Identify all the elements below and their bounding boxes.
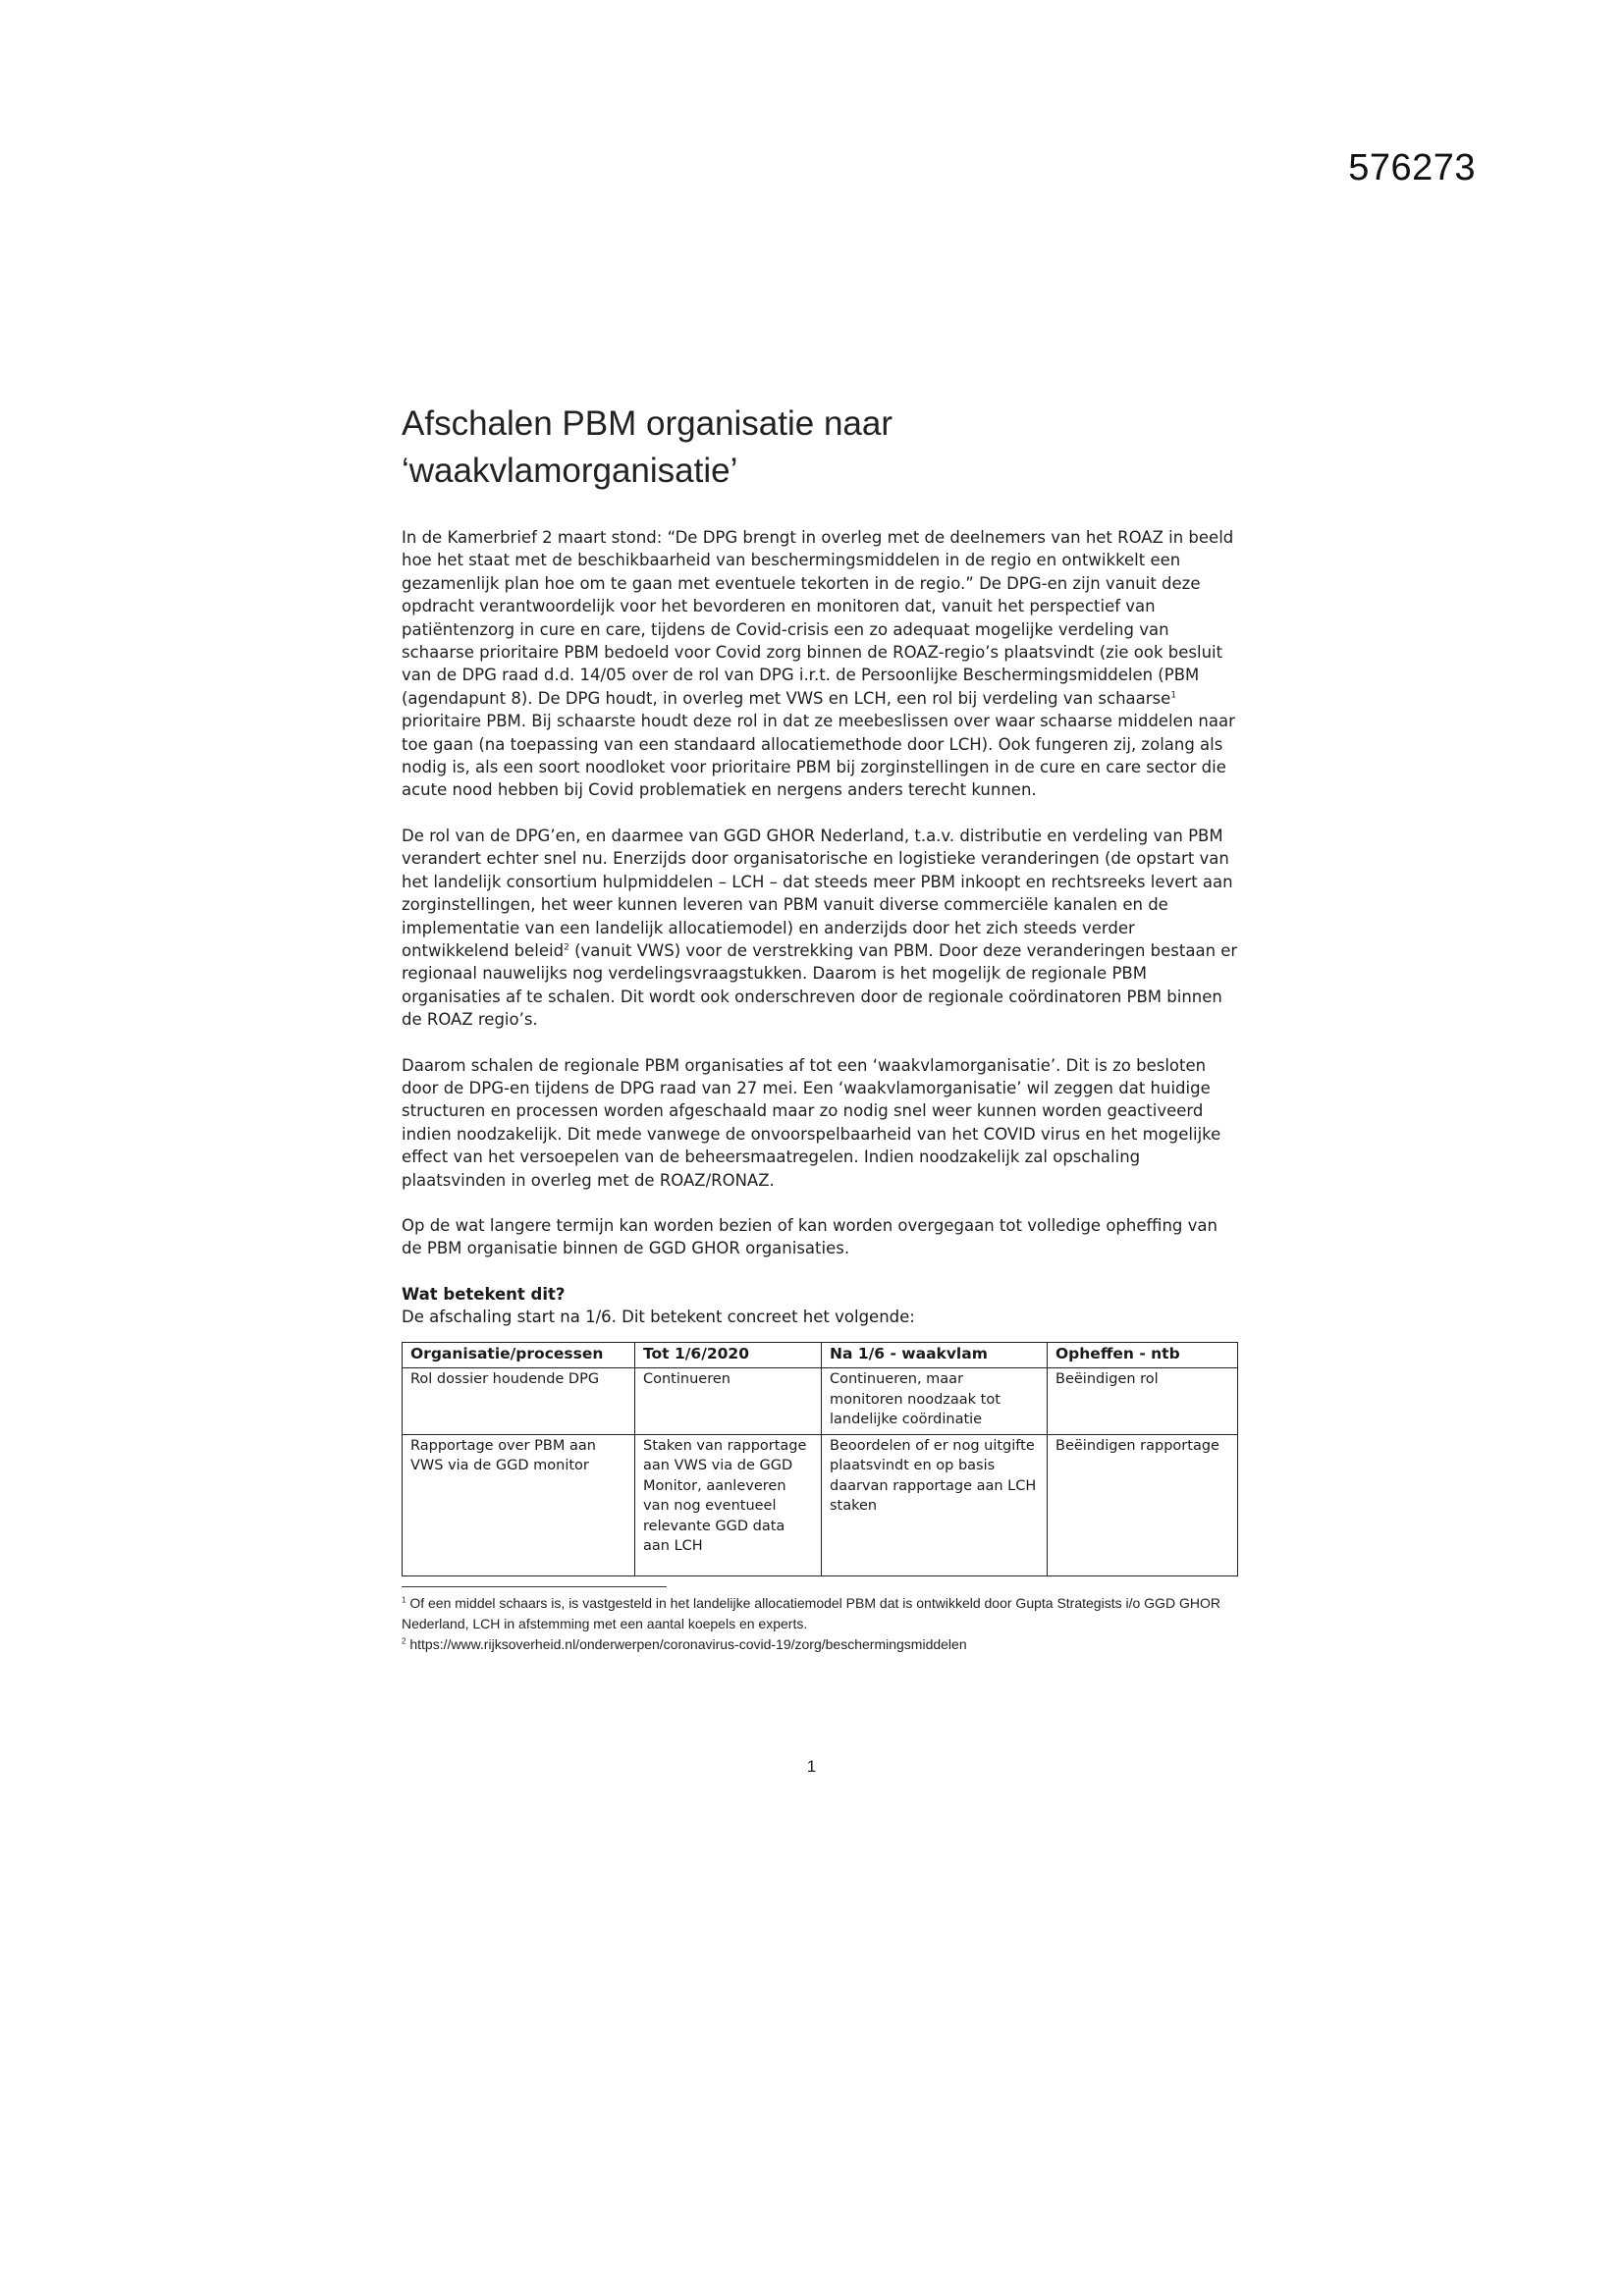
- table-header: Opheffen - ntb: [1048, 1342, 1238, 1368]
- footnote-divider: [402, 1586, 667, 1587]
- document-body: [402, 400, 1238, 1655]
- paragraph-2: [402, 825, 1238, 1032]
- page-number: 1: [806, 1757, 817, 1776]
- paragraph-2-part-b: (vanuit VWS) voor de verstrekking van PBM. Door deze veranderingen bestaan er regionaal nauwelijks nog verdelingsvraagstukken. Daarom is het mogelijk de regionale PBM organisaties af te schalen. Dit wordt ook onderschreven door de regionale coördinatoren PBM binnen de ROAZ regio’s.: [402, 940, 1238, 1030]
- paragraph-1-part-b: prioritaire PBM. Bij schaarste houdt deze rol in dat ze meebeslissen over waar schaarse middelen naar toe gaan (na toepassing van een standaard allocatiemethode door LCH). Ook fungeren zij, zolang als nodig is, als een soort noodloket voor prioritaire PBM bij zorginstellingen in de cure en care sector die acute nood hebben bij Covid problematiek en nergens anders terecht kunnen.: [402, 712, 1235, 800]
- phase-table: [402, 1342, 1238, 1576]
- table-cell: Rapportage over PBM aan VWS via de GGD monitor: [403, 1434, 635, 1575]
- footnote-ref-1: 1: [1170, 690, 1177, 701]
- paragraph-4: Op de wat langere termijn kan worden bezien of kan worden overgegaan tot volledige opheffing van de PBM organisatie binnen de GGD GHOR organisaties.: [402, 1215, 1217, 1258]
- section-intro: De afschaling start na 1/6. Dit betekent concreet het volgende:: [402, 1307, 915, 1326]
- table-row: [403, 1434, 1238, 1575]
- footnote-1: [402, 1593, 1238, 1634]
- table-cell: Continueren, maar monitoren noodzaak tot landelijke coördinatie: [822, 1368, 1048, 1435]
- paragraph-1-part-a: In de Kamerbrief 2 maart stond: “De DPG brengt in overleg met de deelnemers van het ROAZ in beeld hoe het staat met de beschikbaarheid van beschermingsmiddelen in de regio en ontwikkelt een gezamenlijk plan hoe om te gaan met eventuele tekorten in de regio.” De DPG-en zijn vanuit deze opdracht verantwoordelijk voor het bevorderen en monitoren dat, vanuit het perspectief van patiëntenzorg in cure en care, tijdens de Covid-crisis een zo adequaat mogelijke verdeling van schaarse prioritaire PBM bedoeld voor Covid zorg binnen de ROAZ-regio’s plaatsvindt (zie ook besluit van de DPG raad d.d. 14/05 over de rol van DPG i.r.t. de Persoonlijke Beschermingsmiddelen (PBM (agendapunt 8). De DPG houdt, in overleg met VWS en LCH, een rol bij verdeling van schaarse: [402, 528, 1234, 708]
- footnote-ref-2: 2: [564, 942, 569, 953]
- table-cell: Continueren: [635, 1368, 822, 1435]
- table-header-row: [403, 1342, 1238, 1368]
- table-cell: Beëindigen rapportage: [1048, 1434, 1238, 1575]
- table-header: Tot 1/6/2020: [635, 1342, 822, 1368]
- footnote-2: [402, 1634, 1238, 1655]
- footnote-link[interactable]: https://www.rijksoverheid.nl/onderwerpen/coronavirus-covid-19/zorg/beschermingsmiddelen: [406, 1635, 967, 1652]
- paragraph-2-part-a: De rol van de DPG’en, en daarmee van GGD GHOR Nederland, t.a.v. distributie en verdeling van PBM verandert echter snel nu. Enerzijds door organisatorische en logistieke veranderingen (de opstart van het landelijk consortium hulpmiddelen – LCH – dat steeds meer PBM inkoopt en rechtsreeks levert aan zorginstellingen, het weer kunnen leveren van PBM vanuit diverse commerciële kanalen en de implementatie van een landelijk allocatiemodel) en anderzijds door het zich steeds verder ontwikkelend beleid: [402, 826, 1233, 960]
- table-cell: Beëindigen rol: [1048, 1368, 1238, 1435]
- paragraph-3: Daarom schalen de regionale PBM organisaties af tot een ‘waakvlamorganisatie’. Dit is zo besloten door de DPG-en tijdens de DPG raad van 27 mei. Een ‘waakvlamorganisatie’ wil zeggen dat huidige structuren en processen worden afgeschaald maar zo nodig snel weer kunnen worden geactiveerd indien noodzakelijk. Dit mede vanwege de onvoorspelbaarheid van het COVID virus en het mogelijke effect van het versoepelen van de beheersmaatregelen. Indien noodzakelijk zal opschaling plaatsvinden in overleg met de ROAZ/RONAZ.: [402, 1055, 1221, 1190]
- table-header: Na 1/6 - waakvlam: [822, 1342, 1048, 1368]
- table-header: Organisatie/processen: [403, 1342, 635, 1368]
- title-line-1: Afschalen PBM organisatie naar: [402, 404, 893, 443]
- footnote-number: 2: [402, 1636, 406, 1646]
- document-number: 576273: [1348, 147, 1476, 188]
- document-title: [402, 400, 1238, 495]
- table-cell: Beoordelen of er nog uitgifte plaatsvindt en op basis daarvan rapportage aan LCH staken: [822, 1434, 1048, 1575]
- table-cell: Staken van rapportage aan VWS via de GGD Monitor, aanleveren van nog eventueel relevante GGD data aan LCH: [635, 1434, 822, 1575]
- title-line-2: ‘waakvlamorganisatie’: [402, 452, 738, 490]
- paragraph-1: [402, 526, 1238, 802]
- footnote-text: Of een middel schaars is, is vastgesteld in het landelijke allocatiemodel PBM dat is ontwikkeld door Gupta Strategists i/o GGD GHOR Nederland, LCH in afstemming met een aantal koepels en experts.: [402, 1594, 1220, 1631]
- footnote-number: 1: [402, 1595, 406, 1605]
- table-cell: Rol dossier houdende DPG: [403, 1368, 635, 1435]
- section-heading: Wat betekent dit?: [402, 1284, 566, 1304]
- table-row: [403, 1368, 1238, 1435]
